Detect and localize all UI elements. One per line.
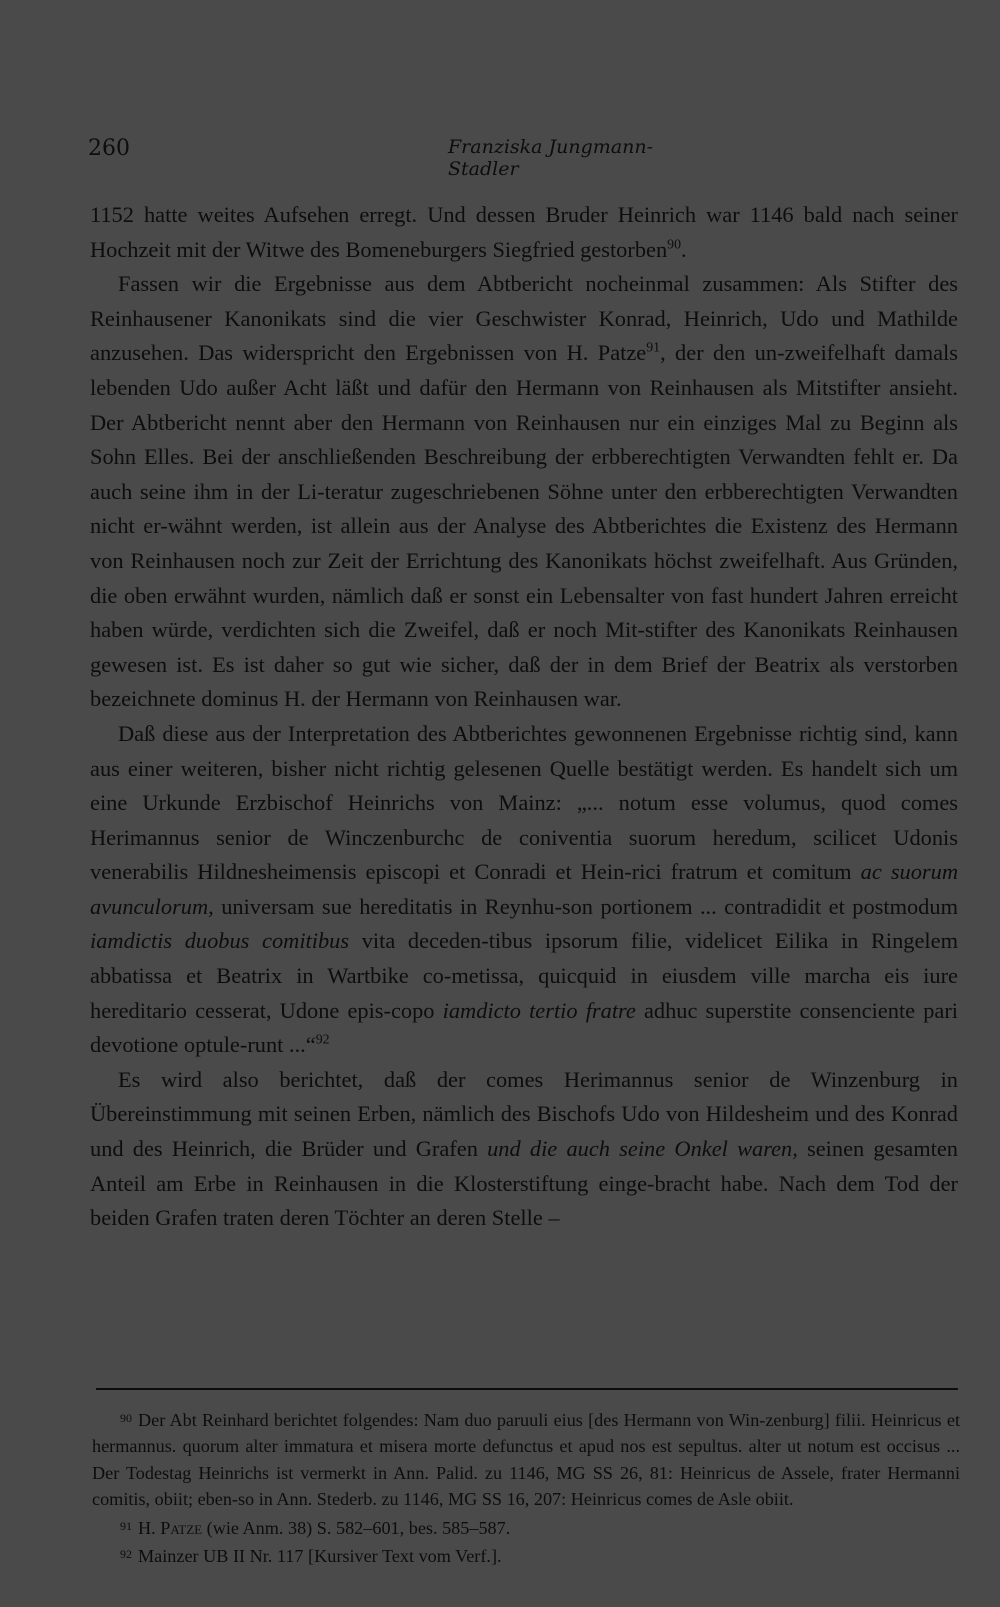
italic-emphasis: ac suorum avunculorum, bbox=[90, 859, 958, 919]
footnote-ref-91[interactable]: 91 bbox=[646, 340, 661, 356]
running-head-author: Franziska Jungmann-Stadler bbox=[448, 136, 654, 180]
footnote-90: $^{90}$ Der Abt Reinhard berichtet folgendes: Nam duo paruuli eius [des Hermann von Win-zenburg] filii. Heinricus et hermannus. quorum alter immatura et misera morte defunctus et apud nos est sepultus. alter ut notum est occisus ... Der Todestag Heinrichs ist vermerkt in Ann. Palid. zu 1146, MG SS 26, 81: Heinricus de Assele, frater Hermanni comitis, obiit; eben-so in Ann. Stederb. zu 1146, MG SS 16, 207: Heinricus comes de Asle obiit. bbox=[92, 1410, 960, 1510]
paragraph-1: 1152 hatte weites Aufsehen erregt. Und dessen Bruder Heinrich war 1146 bald nach seiner Hochzeit mit der Witwe des Bomeneburgers Siegfried gestorben$^{90}$. bbox=[90, 202, 958, 262]
footnote-divider bbox=[96, 1388, 958, 1390]
italic-emphasis: iamdictis duobus comitibus bbox=[90, 928, 350, 954]
italic-emphasis: und die auch seine Onkel waren, bbox=[487, 1136, 798, 1162]
footnote-number: 91 bbox=[120, 1518, 132, 1533]
footnote-91: $^{91}$ H. Patze (wie Anm. 38) S. 582–601, bes. 585–587. bbox=[120, 1517, 511, 1538]
footnotes bbox=[92, 1405, 960, 1569]
footnote-number: 90 bbox=[120, 1411, 132, 1425]
footnote-92: $^{92}$ Mainzer UB II Nr. 117 [Kursiver Text vom Verf.]. bbox=[120, 1546, 502, 1567]
page-number: 260 bbox=[88, 136, 130, 161]
footnote-ref-90[interactable]: 90 bbox=[667, 237, 682, 253]
footnote-number: 92 bbox=[120, 1547, 132, 1562]
paragraph-2: Fassen wir die Ergebnisse aus dem Abtbericht nocheinmal zusammen: Als Stifter des Reinhausener Kanonikats sind die vier Geschwister Konrad, Heinrich, Udo und Mathilde anzusehen. Das widerspricht den Ergebnissen von H. Patze$^{91}$, der den un-zweifelhaft damals lebenden Udo außer Acht läßt und dafür den Hermann von Reinhausen als Mitstifter ansieht. Der Abtbericht nennt aber den Hermann von Reinhausen nur ein einziges Mal zu Beginn als Sohn Elles. Bei der anschließenden Beschreibung der erbberechtigten Verwandten fehlt er. Da auch seine ihm in der Li-teratur zugeschriebenen Söhne unter den erbberechtigten Verwandten nicht er-wähnt werden, ist allein aus der Analyse des Abtberichtes die Existenz des Hermann von Reinhausen noch zur Zeit der Errichtung des Kanonikats höchst zweifelhaft. Aus Gründen, die oben erwähnt wurden, nämlich daß er sonst ein Lebensalter von fast hundert Jahren erreicht haben würde, verdichten sich die Zweifel, daß er noch Mit-stifter des Kanonikats Reinhausen gewesen ist. Es ist daher so gut wie sicher, daß der in dem Brief der Beatrix als verstorben bezeichnete dominus H. der Hermann von Reinhausen war. bbox=[90, 271, 958, 712]
paragraph-4: Es wird also berichtet, daß der comes Herimannus senior de Winzenburg in Übereinstimmung mit seinen Erben, nämlich des Bischofs Udo von Hildesheim und des Konrad und des Heinrich, die Brüder und Grafen und die auch seine Onkel waren, seinen gesamten Anteil am Erbe in Reinhausen in die Klosterstiftung einge-bracht habe. Nach dem Tod der beiden Grafen traten deren Töchter an deren Stelle – bbox=[90, 1066, 958, 1231]
cited-author: H. Patze bbox=[138, 1517, 203, 1538]
footnote-ref-92[interactable]: 92 bbox=[315, 1032, 330, 1048]
paragraph-3: Daß diese aus der Interpretation des Abtberichtes gewonnenen Ergebnisse richtig sind, kann aus einer weiteren, bisher nicht richtig gelesenen Quelle bestätigt werden. Es handelt sich um eine Urkunde Erzbischof Heinrichs von Mainz: „... notum esse volumus, quod comes Herimannus senior de Winczenburchc de coniventia suorum heredum, scilicet Udonis venerabilis Hildnesheimensis episcopi et Conradi et Hein-rici fratrum et comitum ac suorum avunculorum, universam sue hereditatis in Reynhu-son portionem ... contradidit et postmodum iamdictis duobus comitibus vita deceden-tibus ipsorum filie, videlicet Eilika in Ringelem abbatissa et Beatrix in Wartbike co-metissa, quicquid in eiusdem ville marcha eis iure hereditario cesserat, Udone epis-copo iamdicto tertio fratre adhuc superstite consenciente pari devotione optule-runt ...“$^{92}$ bbox=[90, 720, 959, 1058]
italic-emphasis: iamdicto tertio fratre bbox=[442, 997, 636, 1023]
running-head bbox=[88, 136, 708, 180]
body-text bbox=[90, 198, 958, 1236]
